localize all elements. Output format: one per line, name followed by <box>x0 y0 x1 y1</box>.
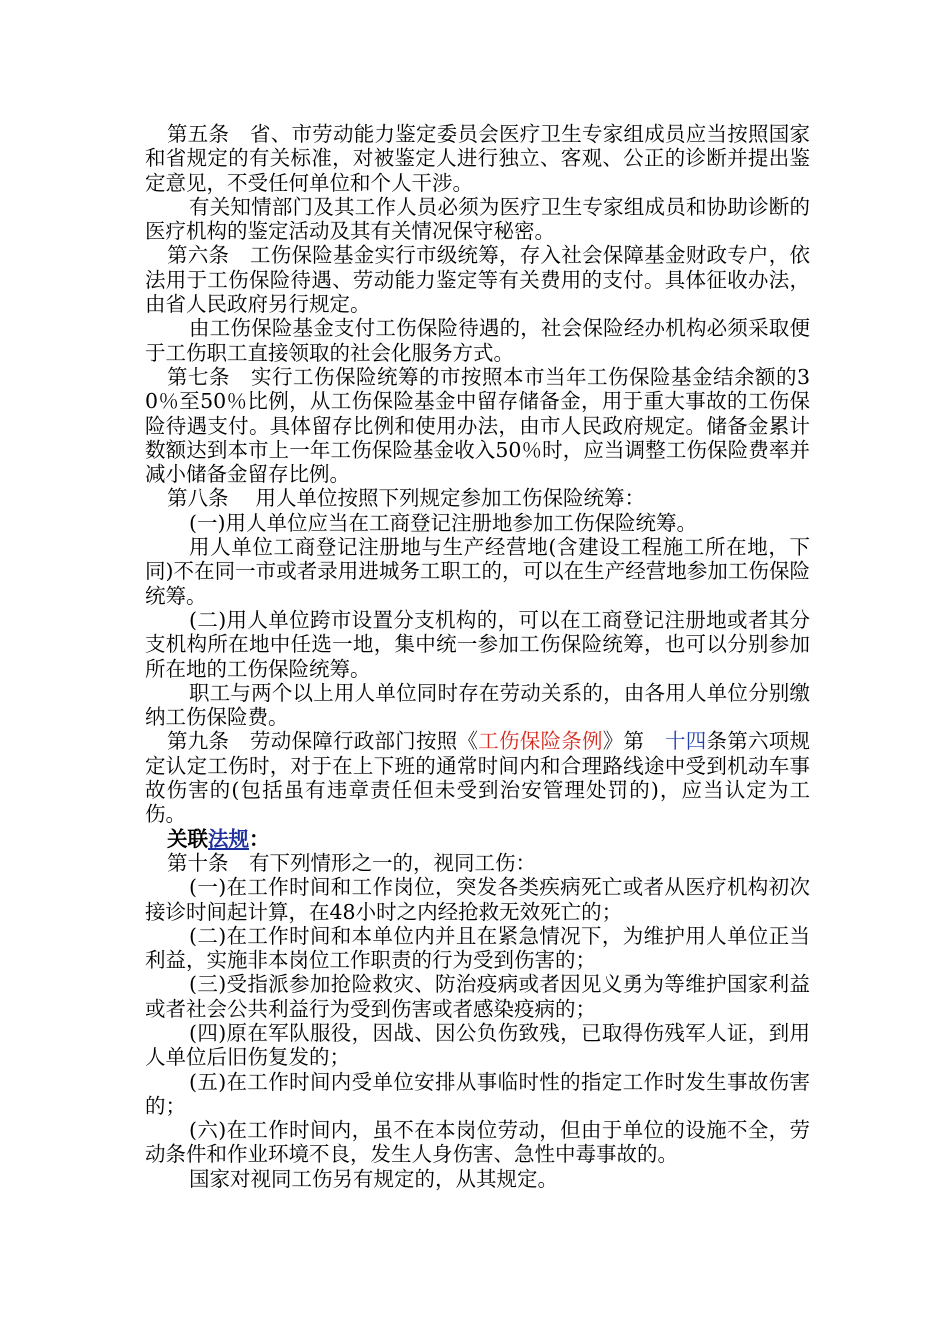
article-9-paragraph <box>145 729 810 826</box>
article-5-paragraph: 第五条 省、市劳动能力鉴定委员会医疗卫生专家组成员应当按照国家和省规定的有关标准，对被鉴定人进行独立、客观、公正的诊断并提出鉴定意见，不受任何单位和个人干涉。 <box>145 122 810 195</box>
related-regulations-heading <box>145 827 810 851</box>
article-number-link[interactable]: 十四 <box>665 729 707 754</box>
regulations-link[interactable]: 法规 <box>208 826 249 851</box>
article-6-paragraph: 第六条 工伤保险基金实行市级统筹，存入社会保障基金财政专户，依法用于工伤保险待遇、劳动能力鉴定等有关费用的支付。具体征收办法，由省人民政府另行规定。 <box>145 243 810 317</box>
related-label: 关联 <box>167 826 208 851</box>
article-8-item-2: (二)用人单位跨市设置分支机构的，可以在工商登记注册地或者其分支机构所在地中任选一地，集中统一参加工伤保险统筹，也可以分别参加所在地的工伤保险统筹。 <box>145 607 810 681</box>
related-colon: ： <box>249 826 270 851</box>
article-7-paragraph: 第七条 实行工伤保险统筹的市按照本市当年工伤保险基金结余额的30％至50％比例，从工伤保险基金中留存储备金，用于重大事故的工伤保险待遇支付。具体留存比例和使用办法，由市人民政府规定。储备金累计数额达到本市上一年工伤保险基金收入50％时，应当调整工伤保险费率并减小储备金留存比例。 <box>145 364 810 487</box>
article-9-text-b: 》第 <box>602 729 665 754</box>
article-8-item-1-detail: 用人单位工商登记注册地与生产经营地(含建设工程施工所在地，下同)不在同一市或者录用进城务工职工的，可以在生产经营地参加工伤保险统筹。 <box>145 535 810 608</box>
article-10-item-5: (五)在工作时间内受单位安排从事临时性的指定工作时发生事故伤害的； <box>145 1069 810 1118</box>
article-10-item-1: (一)在工作时间和工作岗位，突发各类疾病死亡或者从医疗机构初次接诊时间起计算，在48小时之内经抢救无效死亡的； <box>145 875 810 924</box>
article-10-item-4: (四)原在军队服役，因战、因公负伤致残，已取得伤残军人证，到用人单位后旧伤复发的； <box>145 1020 810 1070</box>
document-body <box>145 122 810 1191</box>
regulation-link[interactable]: 工伤保险条例 <box>478 729 603 754</box>
article-10-item-2: (二)在工作时间和本单位内并且在紧急情况下，为维护用人单位正当利益，实施非本岗位工作职责的行为受到伤害的； <box>145 923 810 973</box>
article-8-paragraph: 第八条 用人单位按照下列规定参加工伤保险统筹： <box>167 486 646 511</box>
article-9-text-a: 第九条 劳动保障行政部门按照《 <box>167 729 479 754</box>
article-6-payment-paragraph: 由工伤保险基金支付工伤保险待遇的，社会保险经办机构必须采取便于工伤职工直接领取的社会化服务方式。 <box>145 316 810 365</box>
article-5-confidentiality-paragraph: 有关知情部门及其工作人员必须为医疗卫生专家组成员和协助诊断的医疗机构的鉴定活动及其有关情况保守秘密。 <box>145 194 810 244</box>
article-9-text-c: 条第六项规定认定工伤时，对于在上下班的通常时间内和合理路线途中受到机动车事故伤害的(包括虽有违章责任但未受到治安管理处罚的)，应当认定为工伤。 <box>145 729 810 827</box>
article-10-item-6: (六)在工作时间内，虽不在本岗位劳动，但由于单位的设施不全，劳动条件和作业环境不良，发生人身伤害、急性中毒事故的。 <box>145 1118 810 1167</box>
article-10-paragraph: 第十条 有下列情形之一的，视同工伤： <box>167 850 536 875</box>
article-10-item-3: (三)受指派参加抢险救灾、防治疫病或者因见义勇为等维护国家利益或者社会公共利益行为受到伤害或者感染疫病的； <box>145 972 810 1021</box>
article-10-closing: 国家对视同工伤另有规定的，从其规定。 <box>189 1166 558 1191</box>
article-8-item-1: (一)用人单位应当在工商登记注册地参加工伤保险统筹。 <box>189 510 697 535</box>
article-8-multiple-employers: 职工与两个以上用人单位同时存在劳动关系的，由各用人单位分别缴纳工伤保险费。 <box>145 680 810 730</box>
